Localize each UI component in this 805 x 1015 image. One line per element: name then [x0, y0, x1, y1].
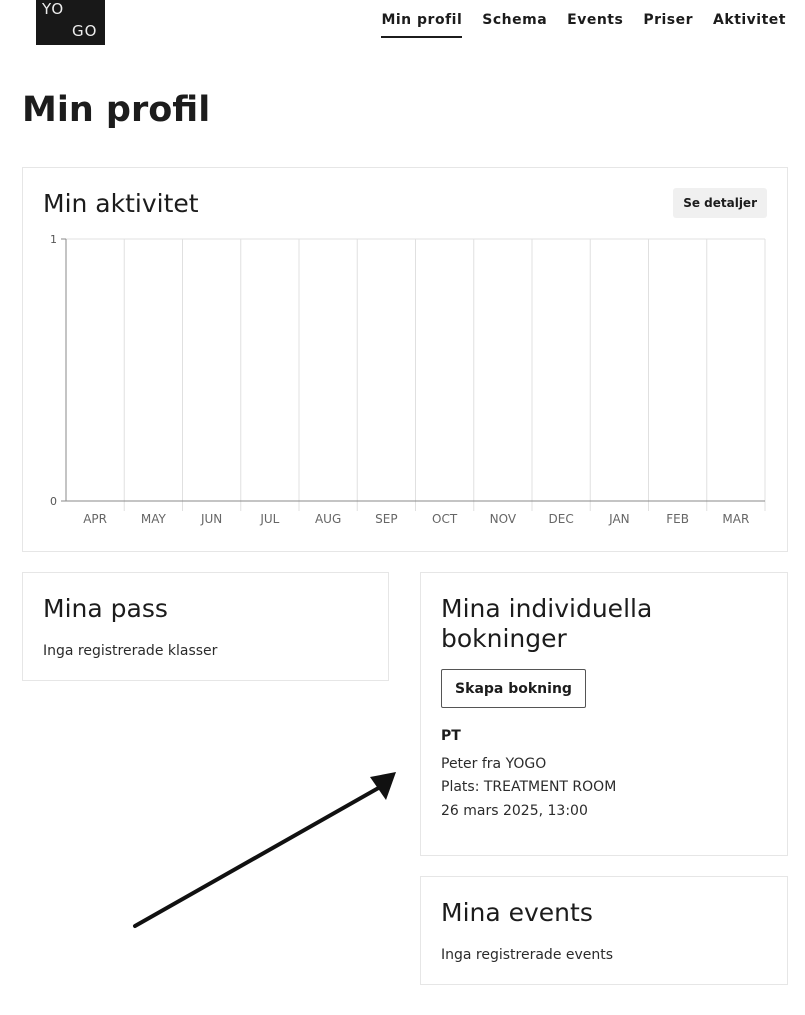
page-title: Min profil [22, 90, 211, 130]
chart-y-tick-label: 1 [50, 233, 57, 246]
chart-x-tick-label: MAY [140, 512, 166, 526]
main-nav [361, 12, 786, 38]
nav-item-events[interactable]: Events [567, 12, 624, 28]
create-booking-button[interactable]: Skapa bokning [441, 669, 586, 708]
classes-empty-text: Inga registrerade klasser [43, 643, 218, 659]
chart-x-tick-label: NOV [489, 512, 517, 526]
chart-x-tick-label: FEB [666, 512, 689, 526]
booking-datetime: 26 mars 2025, 13:00 [441, 803, 588, 819]
classes-card [22, 572, 389, 681]
chart-x-tick-label: JUN [200, 512, 223, 526]
logo-text-line2: GO [72, 22, 98, 40]
booking-teacher: Peter fra YOGO [441, 756, 547, 772]
chart-x-tick-label: SEP [375, 512, 398, 526]
chart-x-tick-label: JAN [609, 512, 630, 526]
logo-text-line1: YO [42, 0, 65, 18]
chart-x-tick-label: AUG [314, 512, 342, 526]
see-details-button[interactable]: Se detaljer [673, 188, 767, 218]
activity-chart [23, 168, 789, 553]
booking-type: PT [441, 728, 461, 744]
chart-x-tick-label: MAR [722, 512, 750, 526]
activity-title: Min aktivitet [43, 189, 199, 218]
activity-card [22, 167, 788, 552]
individual-bookings-card [420, 572, 788, 856]
chart-x-tick-label: JUL [260, 512, 280, 526]
nav-item-min-profil[interactable]: Min profil [381, 12, 462, 38]
logo[interactable] [36, 0, 105, 45]
booking-place: Plats: TREATMENT ROOM [441, 779, 617, 795]
nav-item-aktivitet[interactable]: Aktivitet [713, 12, 786, 28]
chart-y-tick-label: 0 [50, 495, 57, 508]
events-title: Mina events [441, 898, 593, 927]
classes-title: Mina pass [43, 594, 168, 623]
bookings-title: Mina individuella bokninger [441, 594, 653, 653]
chart-x-tick-label: OCT [432, 512, 458, 526]
events-empty-text: Inga registrerade events [441, 947, 614, 963]
chart-x-tick-label: DEC [548, 512, 574, 526]
events-card [420, 876, 788, 985]
chart-x-tick-label: APR [83, 512, 108, 526]
nav-item-priser[interactable]: Priser [643, 12, 694, 28]
nav-item-schema[interactable]: Schema [482, 12, 548, 28]
